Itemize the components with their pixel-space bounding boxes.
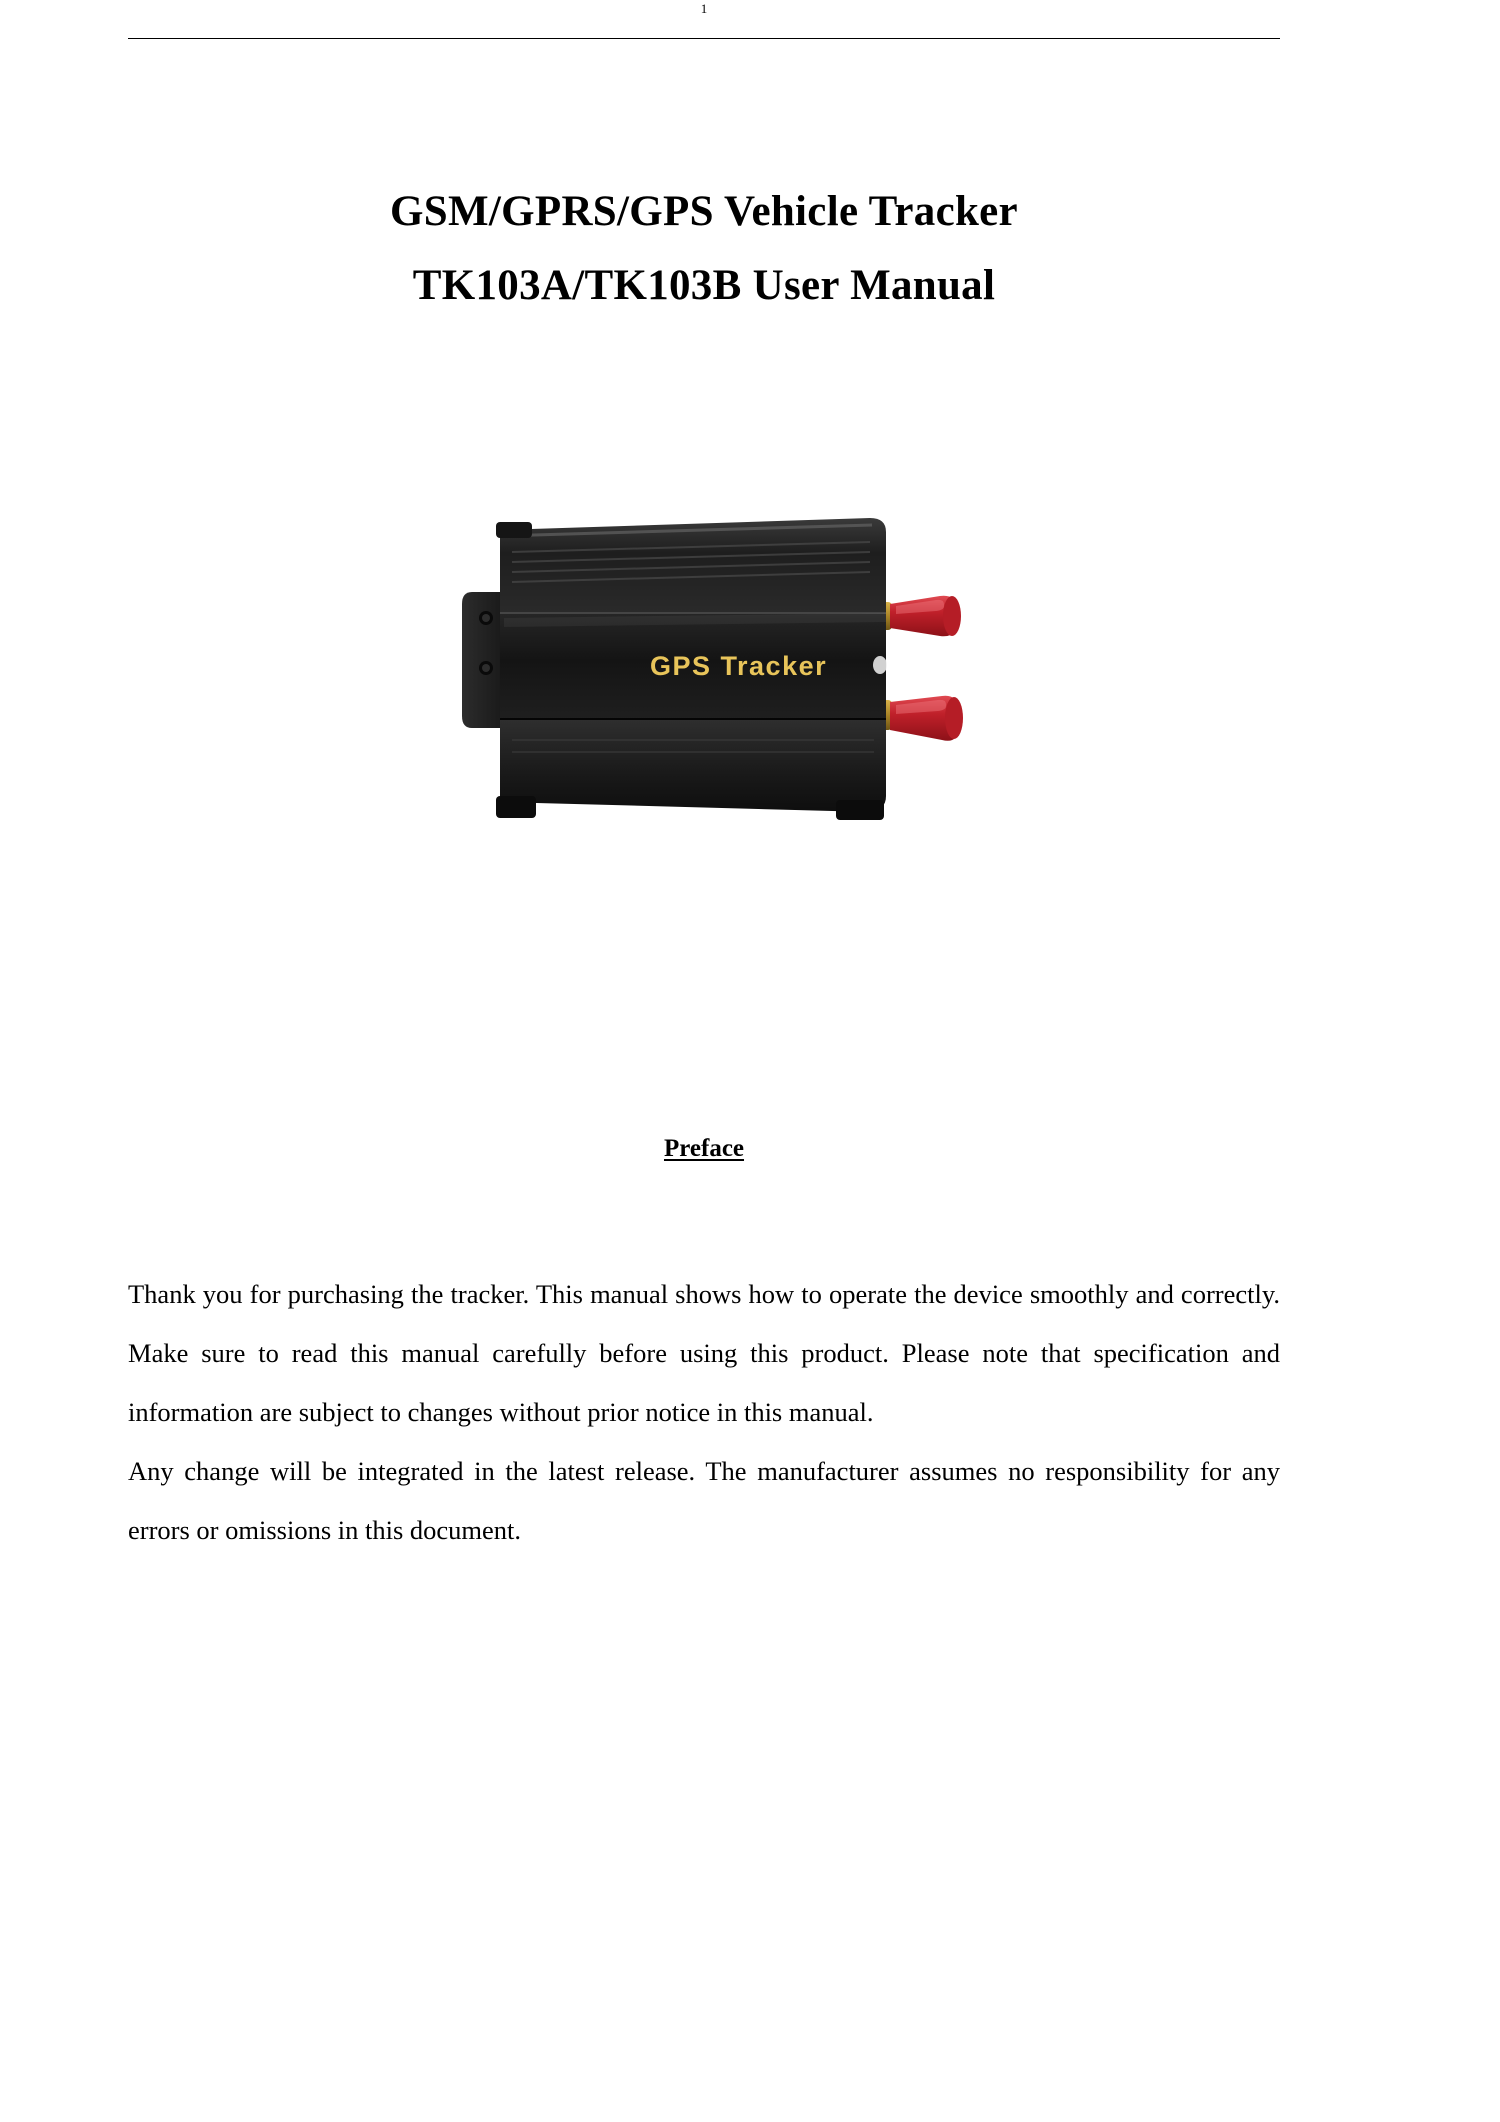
- title-line-1: GSM/GPRS/GPS Vehicle Tracker: [390, 188, 1018, 235]
- header-divider: [128, 38, 1280, 39]
- preface-heading-text: Preface: [663, 1135, 745, 1162]
- product-photo: [0, 500, 1500, 920]
- preface-body: [128, 1265, 1280, 1560]
- paragraph-2: Any change will be integrated in the latest release. The manufacturer assumes no responsibility for any errors or omissions in this document.: [128, 1456, 1280, 1545]
- paragraph-1: Thank you for purchasing the tracker. This manual shows how to operate the device smoothly and correctly. Make sure to read this manual carefully before using this product. Please note that specification and information are subject to changes without prior notice in this manual.: [128, 1279, 1280, 1427]
- device-label: GPS Tracker: [650, 651, 828, 681]
- page-number: 1: [700, 1, 708, 16]
- preface-heading: [128, 1135, 1280, 1163]
- document-title: [128, 175, 1280, 323]
- gps-tracker-device-icon: [400, 500, 1100, 920]
- page-header: [128, 0, 1280, 18]
- device-body: [496, 518, 887, 820]
- title-line-2: TK103A/TK103B User Manual: [412, 262, 996, 309]
